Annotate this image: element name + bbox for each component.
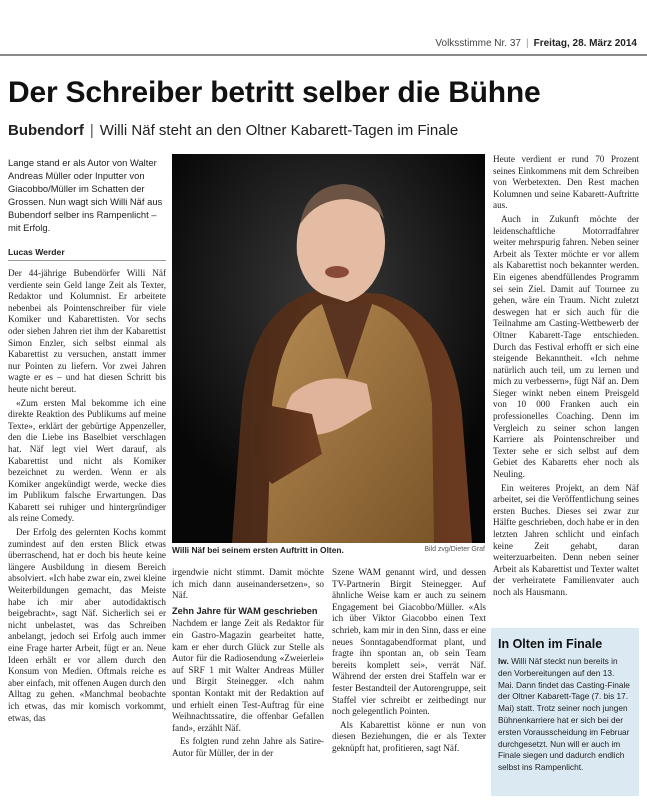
paragraph: Auch in Zukunft möchte der leidenschaftliche Motorradfahrer weiter mehrspurig fahren. Neben seiner Arbeit als Texter möchte er vor allem als Kabarettist noch bekannter werden. Ein eigenes abendfüllendes Programm sei sein Ziel. Damit auf Tournee zu gehen, wäre ein Traum. Nicht zuletzt deswegen hat er sich auch für die Teilnahme am Casting-Wettbewerb der Oltner Kabarett-Tage entschieden. Durch das Festival erhofft er sich eine steigende Bekanntheit. «Ich nehme natürlich auch teil, um zu lernen und mich zu verbessern», fügt Näf an. Dem Sieger winkt neben einem Preisgeld von 10 000 Franken auch ein professionelles Coaching. Denn im Vergleich zu seiner schon langen Karriere als Pointenschreiber und Texter sehe er sich selbst auf dem Gebiet des Kabaretts eher noch als Neuling. [493, 213, 639, 480]
header-info: Volksstimme Nr. 37 | Freitag, 28. März 2014 [435, 38, 637, 49]
info-box-body: Willi Näf steckt nun bereits in den Vorbereitungen auf den 13. Mai. Dann findet das Casting-Finale der Oltner Kabarett-Tage (7. bis 17. Mai) statt. Trotz seiner noch jungen Bühnenkarriere hat er sich bei der ersten Vorausscheidung im Februar durchgesetzt. Nun will er auch im Finale siegen und dadurch endlich selbst ins Rampenlicht. [498, 656, 630, 773]
article-author: Lucas Werder [8, 247, 166, 261]
article-lead: Lange stand er als Autor von Walter Andreas Müller oder Inputter von Giacobbo/Müller im Schatten der Grossen. Nun wagt sich Willi Näf aus Bubendorf selber ins Rampenlicht – mit Erfolg. [8, 157, 163, 233]
article-location: Bubendorf [8, 122, 84, 139]
article-photo [172, 154, 485, 543]
text-column-3 [332, 567, 486, 799]
info-box-author-abbr: lw. [498, 656, 509, 666]
paragraph: «Zum ersten Mal bekomme ich eine direkte Reaktion des Publikums auf meine Texte», erklärt der gebürtige Appenzeller, den die Liebe ins Baselbiet verschlagen hat. Näf legt viel Wert darauf, als Kabarettist und nicht als Komiker bezeichnet zu werden. Wenn er als Komiker angekündigt werde, wecke dies im Publikum falsche Erwartungen. Das Kabarett sei ruhiger und hintergründiger als reine Comedy. [8, 397, 166, 524]
photo-caption: Willi Näf bei seinem ersten Auftritt in Olten. [172, 545, 344, 555]
paragraph: Ein weiteres Projekt, an dem Näf arbeitet, sei die Veröffentlichung seines ersten Buches. Dieses sei zwar zur Hälfte geschrieben, doch habe er in den letzten Jahren schlicht und einfach keine Zeit gehabt, daran weiterzuarbeiten. Denn neben seiner Arbeit als Kabarettist und Texter waltet der verheiratete Familienvater auch noch als Hausmann. [493, 482, 639, 597]
photo-caption-row [172, 545, 485, 555]
text-column-4 [493, 154, 639, 618]
paragraph: irgendwie nicht stimmt. Damit möchte ich mich dann auseinandersetzen», so Näf. [172, 567, 324, 601]
section-subheading: Zehn Jahre für WAM geschrieben [172, 605, 318, 616]
page-header [0, 32, 647, 56]
paragraph: Nachdem er lange Zeit als Redaktor für ein Gastro-Magazin gearbeitet hatte, kam er eher durch Glück zur Stelle als Autor für die Radiosendung «Zweierlei» auf SRF 1 mit Walter Andreas Müller und Birgit Steinegger. «Ich nahm spontan Kontakt mit der Redaktion auf und erhielt einen Test-Auftrag für eine Weihnachtssatire, die offenbar Gefallen fand», erzählt Näf. [172, 618, 324, 733]
info-box-title: In Olten im Finale [498, 637, 603, 651]
info-box-text [491, 656, 639, 774]
photo-credit: Bild zvg/Dieter Graf [424, 546, 485, 553]
paragraph: Der 44-jährige Bubendörfer Willi Näf verdiente sein Geld lange Zeit als Texter, Redaktor und Kolumnist. Er arbeitete nebenbei als Pointenschreiber für viele Komiker und Kabarettisten. Vor sechs oder sieben Jahren riet ihm der Kabarettist Simon Enzler, sich selbst einmal als Kabarettist zu versuchen, anstatt immer nur Pointen zu liefern. Vor zwei Jahren wagte er es – und hat diesen Schritt bis heute nicht bereut. [8, 268, 166, 394]
info-box [491, 628, 639, 796]
article-subheadline-row: Bubendorf | Willi Näf steht an den Oltner Kabarett-Tagen im Finale [8, 122, 459, 139]
article-subheadline: Willi Näf steht an den Oltner Kabarett-Tagen im Finale [99, 122, 459, 139]
publication-name: Volksstimme Nr. 37 [435, 38, 521, 49]
paragraph: Als Kabarettist könne er nun von diesen Beziehungen, die er als Texter geknüpft hat, profitieren, sagt Näf. [332, 719, 486, 753]
text-column-1 [8, 268, 166, 798]
paragraph: Es folgten rund zehn Jahre als Satire-Autor für Müller, der in der [172, 736, 324, 758]
article-headline: Der Schreiber betritt selber die Bühne [8, 76, 541, 109]
paragraph: Heute verdient er rund 70 Prozent seines Einkommens mit dem Schreiben von Werbetexten. Den Rest machen Kolumnen und seine Kabarett-Auftritte aus. [493, 154, 639, 211]
paragraph: Szene WAM genannt wird, und dessen TV-Partnerin Birgit Steinegger. Auf ähnliche Weise kam er auch zu seinem Engagement bei Giacobbo/Müller. «Als ich über Viktor Giacobbo einen Text schrieb, kam mir in den Sinn, dass er eine neues Sonntagabendformat plant, und fragte ihn spontan an, ob sein Team bereits komplett sei», verrät Näf. Während der ersten drei Staffeln war er fester Bestandteil der Autorengruppe, seit Staffel vier schreibt er zeitbedingt nur noch gelegentlich Pointen. [332, 567, 486, 717]
issue-date: Freitag, 28. März 2014 [533, 38, 637, 49]
text-column-2 [172, 567, 324, 799]
performer-illustration [172, 154, 485, 543]
paragraph: Der Erfolg des gelernten Kochs kommt zumindest auf den ersten Blick etwas überraschend, hat er doch bis heute keine längere Ausbildung in diesem Bereich absolviert. «Ich habe zwar ein, zwei kleine Weiterbildungen gemacht, das Meiste habe ich mir aber autodidaktisch beigebracht», sagt Näf. Sicherlich sei er nicht unbelastet, was das Schreiben anbelangt, jedoch sei Erfolg auch immer eine Frage harter Arbeit, fügt er an. Neue Ideen erhält er vor allem durch den Konsum von Medien. Oftmals reiche es aber einfach, mit offenen Augen durch den Alltag zu gehen. «Manchmal beobachte ich etwas, das mir komisch vorkommt, etwas, das [8, 527, 166, 723]
